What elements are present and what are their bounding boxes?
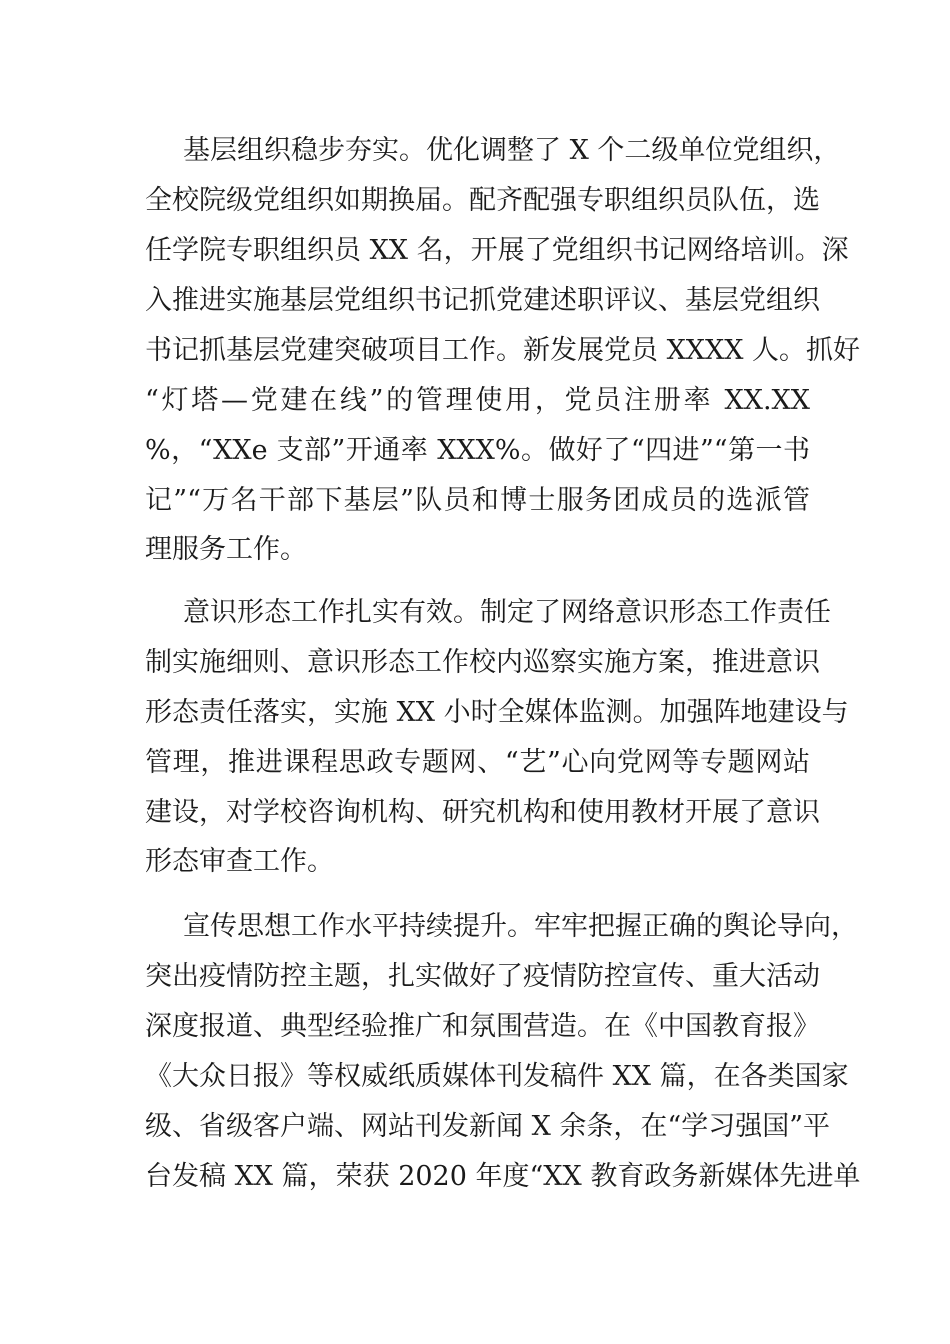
paragraph-line: 基层组织稳步夯实。优化调整了 X 个二级单位党组织，	[183, 135, 841, 166]
paragraph-line: 管理，推进课程思政专题网、“艺”心向党网等专题网站	[145, 747, 810, 778]
paragraph-line: 台发稿 XX 篇，荣获 2020 年度“XX 教育政务新媒体先进单	[145, 1161, 861, 1192]
paragraph-line: 级、省级客户端、网站刊发新闻 X 余条，在“学习强国”平	[145, 1111, 830, 1142]
paragraph-line: 任学院专职组织员 XX 名，开展了党组织书记网络培训。深	[145, 235, 849, 266]
paragraph-line: 书记抓基层党建突破项目工作。新发展党员 XXXX 人。抓好	[145, 335, 861, 366]
paragraph-line: 建设，对学校咨询机构、研究机构和使用教材开展了意识	[145, 797, 820, 828]
paragraph-line: 深度报道、典型经验推广和氛围营造。在《中国教育报》	[145, 1011, 820, 1042]
paragraph-line: %，“XXe 支部”开通率 XXX%。做好了“四进”“第一书	[145, 435, 810, 466]
paragraph-line: “灯塔—党建在线”的管理使用，党员注册率 XX.XX	[145, 385, 810, 416]
paragraph-line: 入推进实施基层党组织书记抓党建述职评议、基层党组织	[145, 285, 820, 316]
paragraph-line: 《大众日报》等权威纸质媒体刊发稿件 XX 篇，在各类国家	[145, 1061, 849, 1092]
paragraph-line: 形态责任落实，实施 XX 小时全媒体监测。加强阵地建设与	[145, 697, 849, 728]
paragraph-line: 全校院级党组织如期换届。配齐配强专职组织员队伍，选	[145, 185, 820, 216]
paragraph-line: 理服务工作。	[145, 534, 307, 565]
paragraph-line: 意识形态工作扎实有效。制定了网络意识形态工作责任	[183, 597, 831, 628]
paragraph-line: 形态审查工作。	[145, 846, 334, 877]
paragraph-line: 制实施细则、意识形态工作校内巡察实施方案，推进意识	[145, 647, 820, 678]
paragraph-line: 突出疫情防控主题，扎实做好了疫情防控宣传、重大活动	[145, 961, 820, 992]
paragraph-line: 记”“万名干部下基层”队员和博士服务团成员的选派管	[145, 485, 810, 516]
paragraph-line: 宣传思想工作水平持续提升。牢牢把握正确的舆论导向，	[183, 911, 858, 942]
